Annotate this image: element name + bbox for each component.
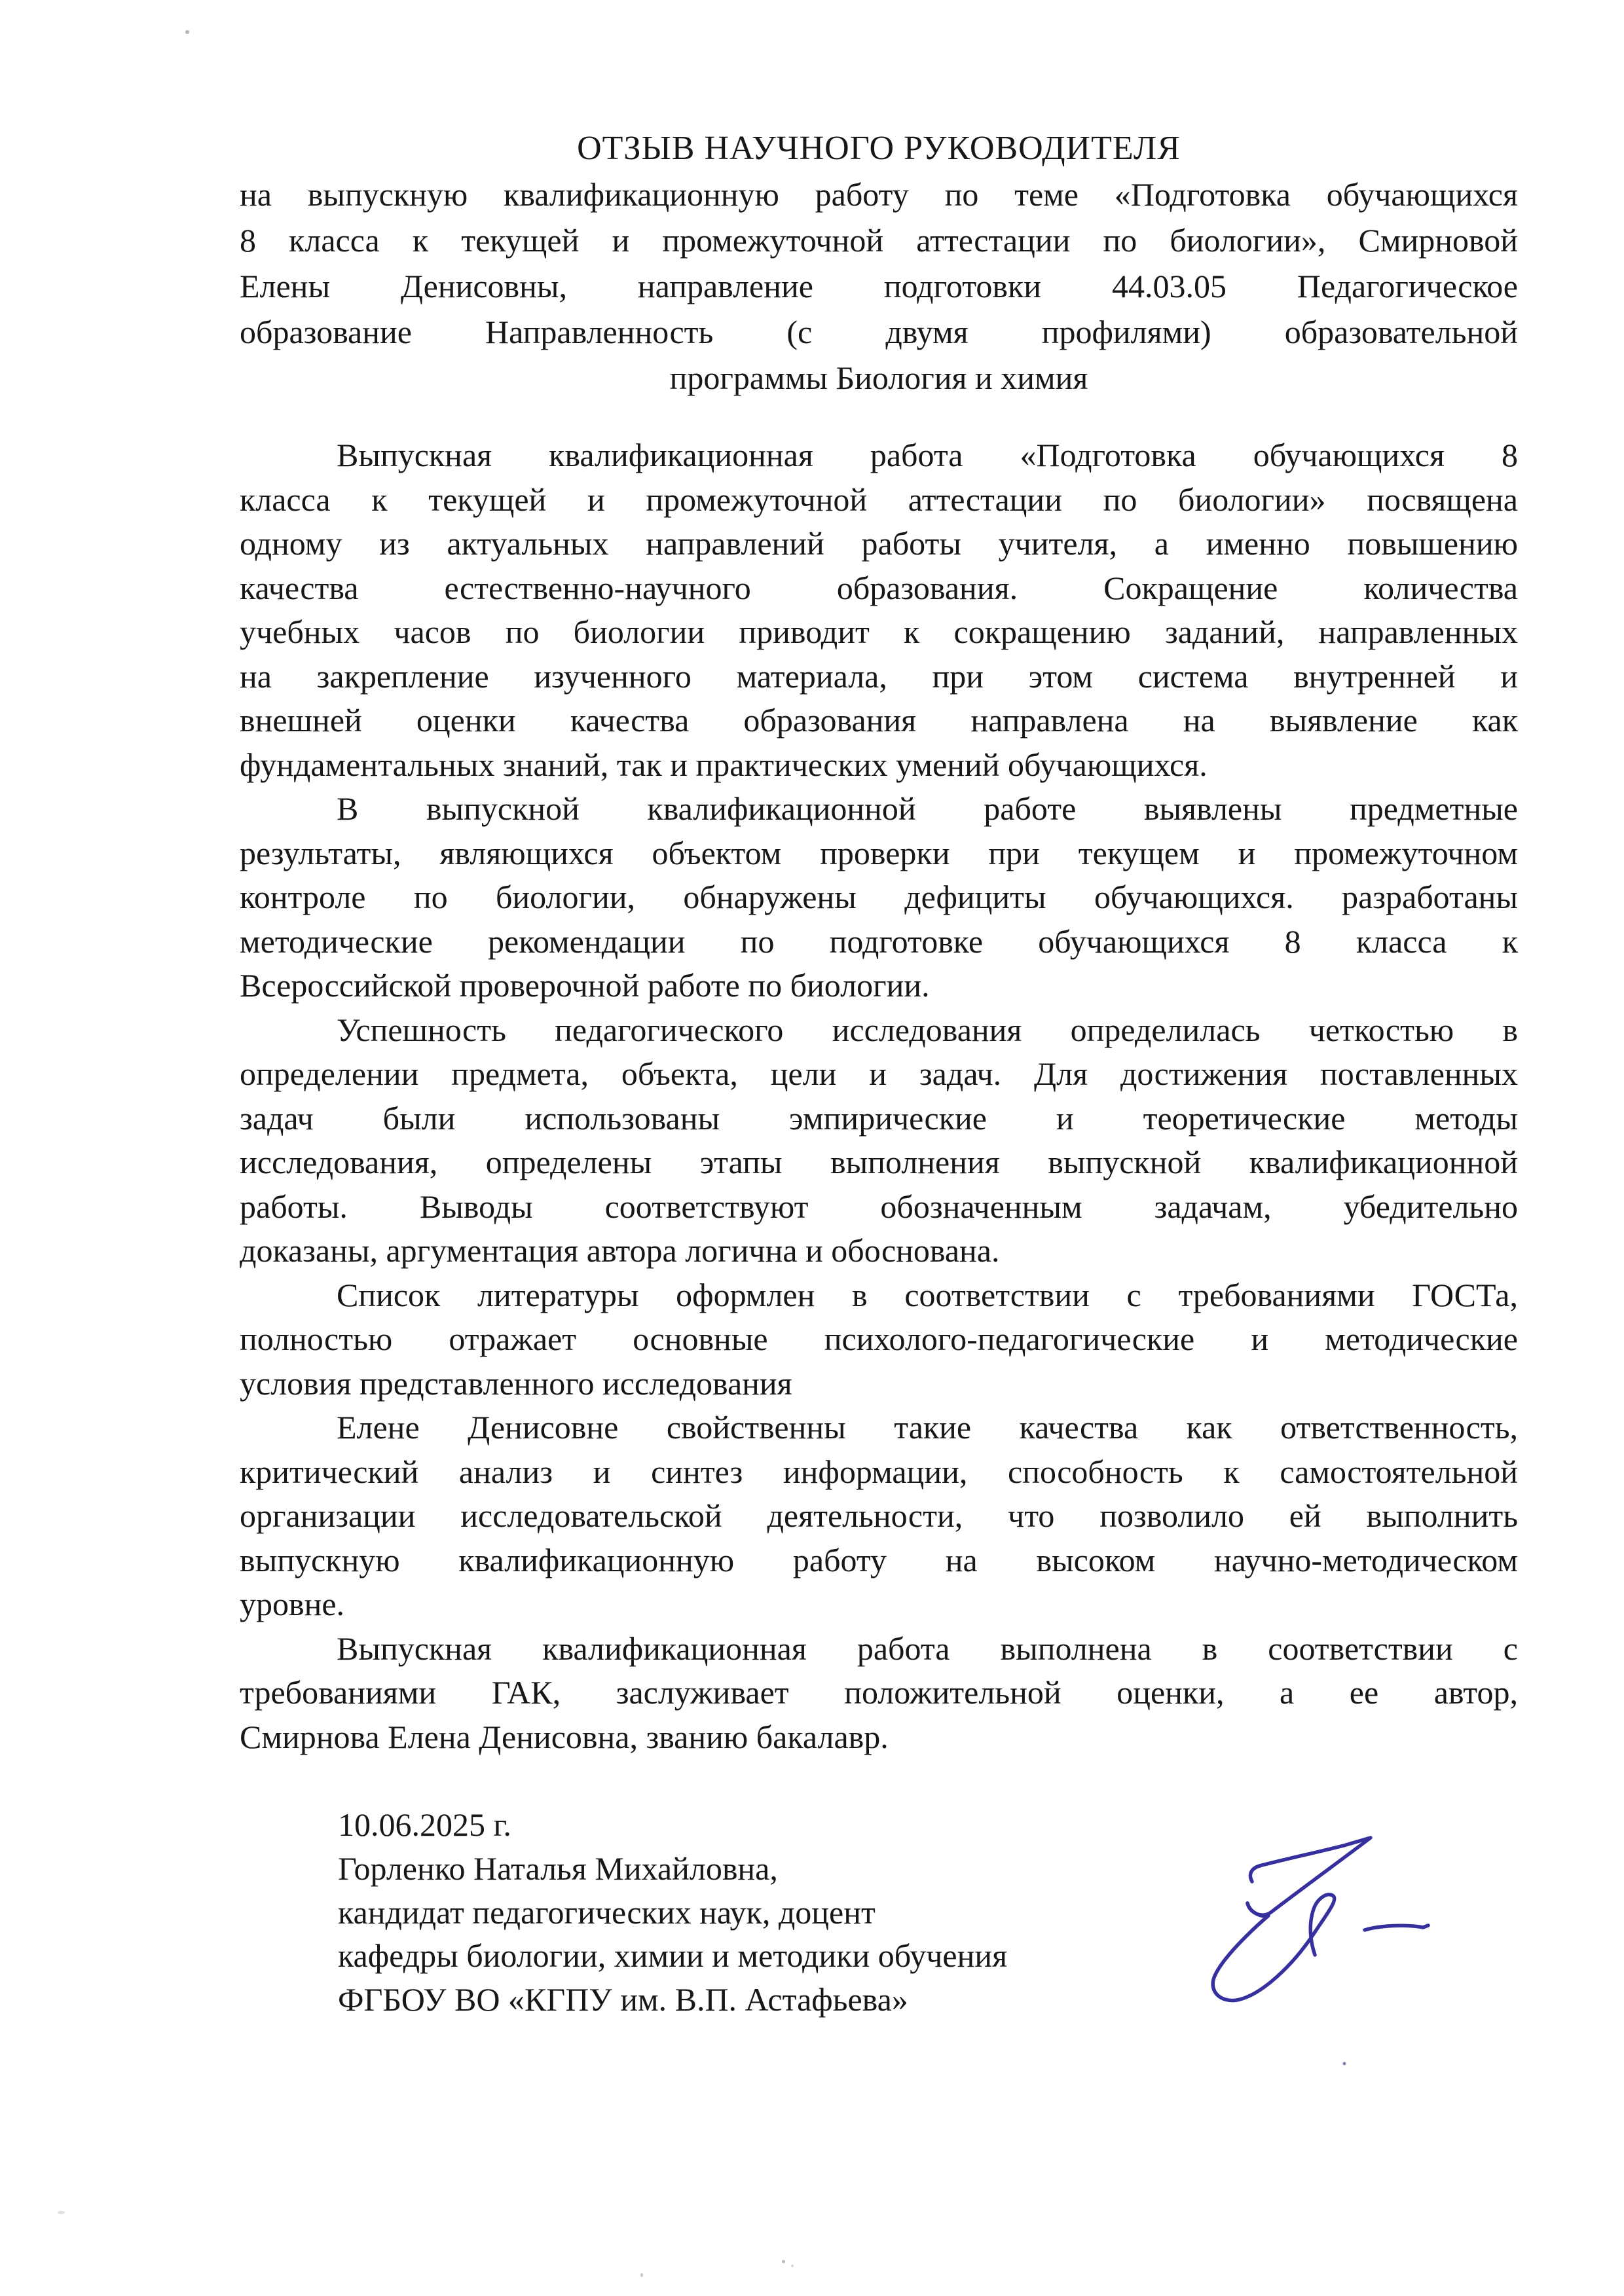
- scan-speck: [782, 2260, 785, 2263]
- text-line: методические рекомендации по подготовке обучающихся 8 класса к: [240, 922, 1518, 960]
- scan-speck: [640, 2273, 643, 2277]
- text-line: доказаны, аргументация автора логична и обоснована.: [240, 1232, 1000, 1269]
- text-line: критический анализ и синтез информации, способность к самостоятельной: [240, 1453, 1518, 1490]
- signer-department: кафедры биологии, химии и методики обучения: [338, 1937, 1008, 1975]
- text-line: определении предмета, объекта, цели и задач. Для достижения поставленных: [240, 1055, 1518, 1092]
- text-line: условия представленного исследования: [240, 1364, 792, 1402]
- signer-institution: ФГБОУ ВО «КГПУ им. В.П. Астафьева»: [338, 1981, 908, 2018]
- text-line: образование Направленность (с двумя профилями) образовательной: [240, 314, 1518, 350]
- text-line: результаты, являющихся объектом проверки при текущем и промежуточном: [240, 834, 1518, 871]
- text-line: учебных часов по биологии приводит к сокращению заданий, направленных: [240, 613, 1518, 650]
- text-line: Смирнова Елена Денисовна, званию бакалавр.: [240, 1718, 889, 1755]
- text-line: Елены Денисовны, направление подготовки 44.03.05 Педагогическое: [240, 268, 1518, 304]
- text-line: контроле по биологии, обнаружены дефициты обучающихся. разработаны: [240, 879, 1518, 915]
- text-line: выпускную квалификационную работу на высоком научно-методическом: [240, 1541, 1518, 1578]
- text-line: качества естественно-научного образования. Сокращение количества: [240, 569, 1518, 606]
- text-line: требованиями ГАК, заслуживает положительной оценки, а ее автор,: [240, 1674, 1518, 1711]
- text-line: задач были использованы эмпирические и теоретические методы: [240, 1099, 1518, 1137]
- text-line: уровне.: [240, 1586, 345, 1622]
- text-line: внешней оценки качества образования направлена на выявление как: [240, 702, 1518, 738]
- text-line: Елене Денисовне свойственны такие качества как ответственность,: [337, 1409, 1518, 1446]
- scan-speck: [791, 2265, 794, 2267]
- text-line: 8 класса к текущей и промежуточной аттестации по биологии», Смирновой: [240, 222, 1518, 259]
- text-line: организации исследовательской деятельности, что позволило ей выполнить: [240, 1497, 1518, 1534]
- handwritten-signature: [1198, 1820, 1480, 2082]
- paragraph: [240, 1406, 1518, 1627]
- document-body: [240, 433, 1518, 1759]
- text-line: полностью отражает основные психолого-педагогические и методические: [240, 1321, 1518, 1357]
- date-line: 10.06.2025 г.: [338, 1806, 511, 1843]
- paragraph: [240, 433, 1518, 787]
- text-line: на выпускную квалификационную работу по теме «Подготовка обучающихся: [240, 176, 1518, 213]
- text-line: Список литературы оформлен в соответствии с требованиями ГОСТа,: [337, 1276, 1518, 1313]
- text-line: работы. Выводы соответствуют обозначенным задачам, убедительно: [240, 1188, 1518, 1225]
- paragraph: [240, 787, 1518, 1008]
- text-line: Выпускная квалификационная работа «Подготовка обучающихся 8: [337, 437, 1518, 473]
- signer-name: Горленко Наталья Михайловна,: [338, 1850, 778, 1887]
- text-line: программы Биология и химия: [669, 359, 1088, 396]
- signer-degree: кандидат педагогических наук, доцент: [338, 1893, 876, 1931]
- text-line: В выпускной квалификационной работе выявлены предметные: [337, 790, 1518, 827]
- scan-speck: [185, 30, 189, 34]
- page-title: ОТЗЫВ НАУЧНОГО РУКОВОДИТЕЛЯ: [577, 130, 1181, 167]
- document-heading: [240, 126, 1518, 401]
- text-line: одному из актуальных направлений работы учителя, а именно повышению: [240, 525, 1518, 562]
- text-line: класса к текущей и промежуточной аттестации по биологии» посвящена: [240, 481, 1518, 518]
- text-line: Успешность педагогического исследования определилась четкостью в: [337, 1011, 1518, 1048]
- paragraph: [240, 1273, 1518, 1406]
- text-line: Всероссийской проверочной работе по биологии.: [240, 967, 930, 1004]
- paragraph: [240, 1627, 1518, 1760]
- text-line: исследования, определены этапы выполнения выпускной квалификационной: [240, 1144, 1518, 1180]
- text-line: Выпускная квалификационная работа выполнена в соответствии с: [337, 1630, 1518, 1667]
- paragraph: [240, 1008, 1518, 1273]
- text-line: на закрепление изученного материала, при этом система внутренней и: [240, 657, 1518, 695]
- scan-speck: [58, 2211, 65, 2214]
- text-line: фундаментальных знаний, так и практических умений обучающихся.: [240, 746, 1208, 783]
